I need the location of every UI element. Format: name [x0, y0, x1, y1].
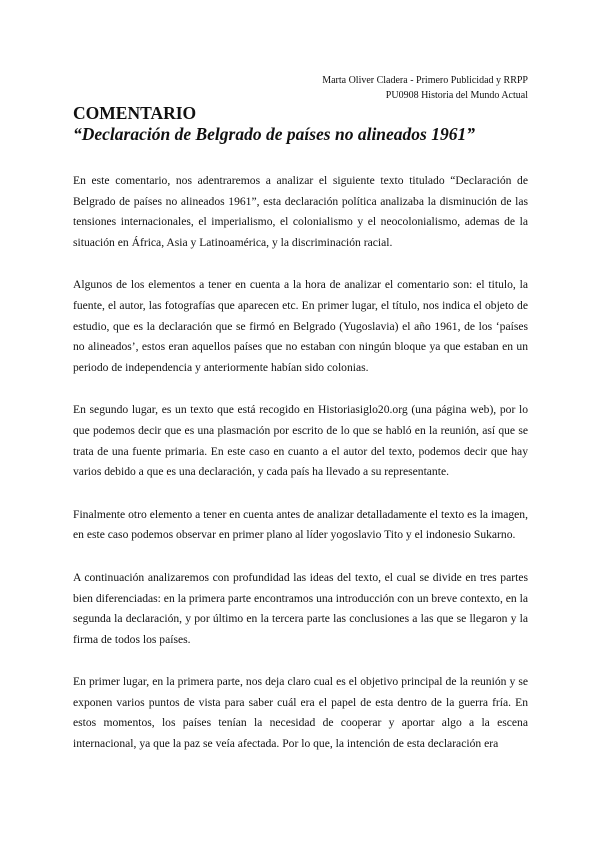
- document-subtitle: “Declaración de Belgrado de países no alineados 1961”: [73, 124, 475, 144]
- document-title: COMENTARIO: [73, 103, 197, 123]
- paragraph: En primer lugar, en la primera parte, nos deja claro cual es el objetivo principal de la reunión y se exponen varios puntos de vista para saber cuál era el papel de esta dentro de la guerra fría. En estos momentos, los países tenían la necesidad de cooperar y aportar algo a la escena internacional, ya que la paz se veía afectada. Por lo que, la intención de esta declaración era: [73, 675, 528, 751]
- document-header: [322, 73, 528, 103]
- paragraph: En segundo lugar, es un texto que está recogido en Historiasiglo20.org (una página web), por lo que podemos decir que es una plasmación por escrito de lo que se habló en la reunión, así que se trata de una fuente primaria. En este caso en cuanto a el autor del texto, podemos decir que hay varios debido a que es una declaración, y cada país ha llevado a su representante.: [73, 403, 528, 479]
- paragraph: Algunos de los elementos a tener en cuenta a la hora de analizar el comentario son: el titulo, la fuente, el autor, las fotografías que aparecen etc. En primer lugar, el título, nos indica el objeto de estudio, que es la declaración que se firmó en Belgrado (Yugoslavia) el año 1961, de los ‘países no alineados’, estos eran aquellos países que no estaban con ningún bloque ya que estaban en un periodo de independencia y anteriormente habían sido colonias.: [73, 278, 528, 374]
- document-body: [73, 171, 528, 777]
- paragraph: Finalmente otro elemento a tener en cuenta antes de analizar detalladamente el texto es la imagen, en este caso podemos observar en primer plano al líder yogoslavio Tito y el indonesio Sukarno.: [73, 507, 528, 542]
- author-line: Marta Oliver Cladera - Primero Publicidad y RRPP: [322, 75, 528, 86]
- paragraph: A continuación analizaremos con profundidad las ideas del texto, el cual se divide en tres partes bien diferenciadas: en la primera parte encontramos una introducción con un breve contexto, en la segunda la declaración, y por último en la tercera parte las conclusiones a las que se llegaron y la firma de todos los países.: [73, 570, 528, 646]
- paragraph: En este comentario, nos adentraremos a analizar el siguiente texto titulado “Declaración de Belgrado de países no alineados 1961”, esta declaración política analizaba la disminución de las tensiones internacionales, el imperialismo, el colonialismo y el neocolonialismo, ademas de la situación en África, Asia y Latinoamérica, y la discriminación racial.: [73, 174, 528, 249]
- course-line: PU0908 Historia del Mundo Actual: [385, 90, 528, 101]
- title-block: [73, 103, 528, 145]
